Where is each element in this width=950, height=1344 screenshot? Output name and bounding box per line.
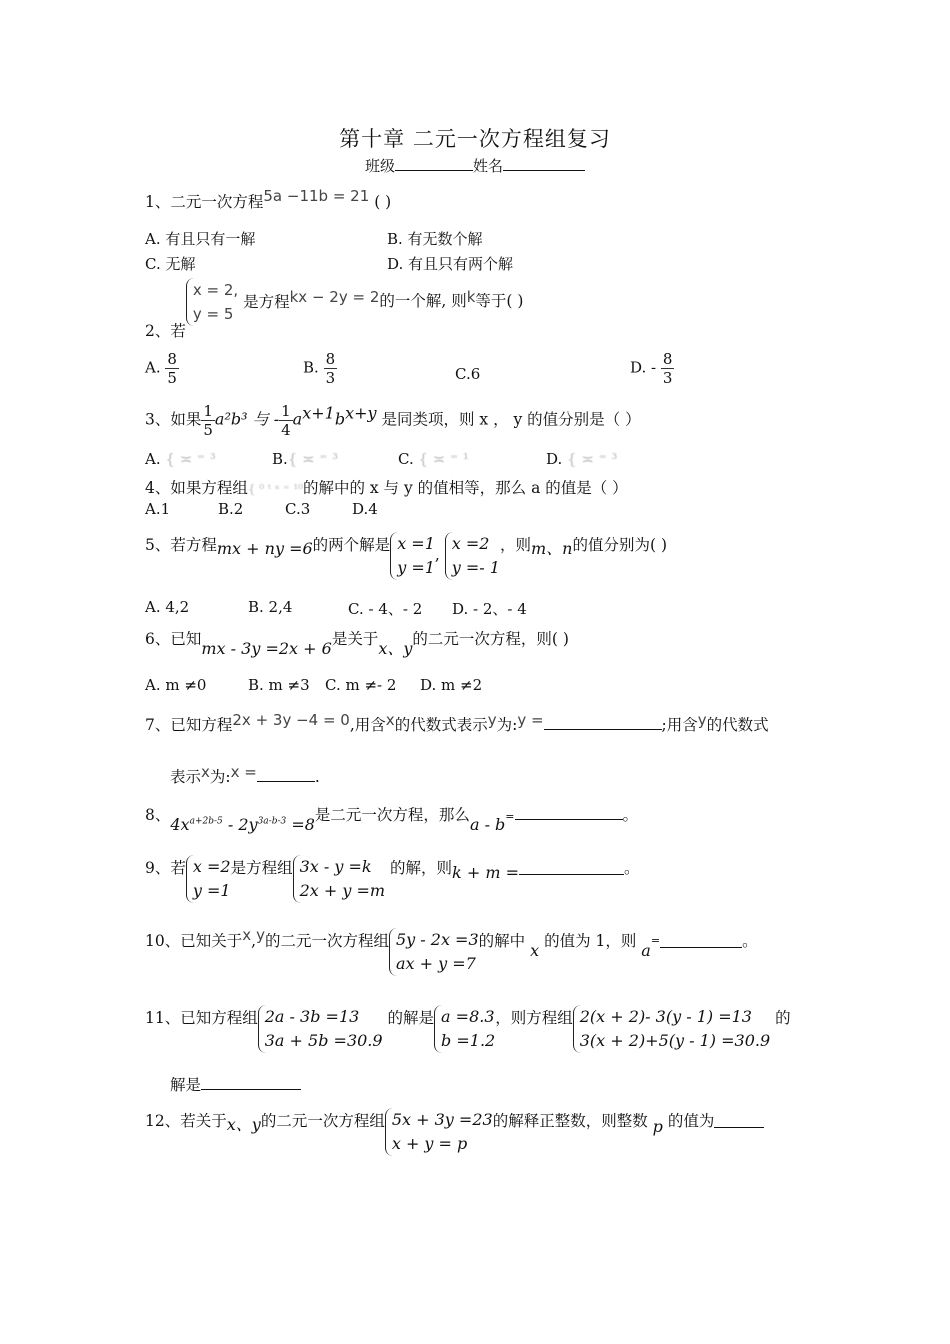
name-blank xyxy=(503,156,585,171)
q2-tail: 等于( ) xyxy=(475,292,524,310)
q2-pre: 2、若 xyxy=(145,322,186,340)
question-8: 8、$4x^{a+2b-5} - 2y^{3a-b-3} =8$是二元一次方程，那么a - b= 。 xyxy=(145,806,639,834)
question-9: 9、若 x =2 y =1 是方程组 3x - y =k 2x + y =m 的解，则k + m = 。 xyxy=(145,855,640,903)
question-3: 3、如果 $\frac{1}{5}$ a²b³ 与 - $\frac{1}{4}$ $a^{x+1}b^{x+y}$ 是同类项，则 x ， y 的值分别是（ ） xyxy=(145,402,641,439)
q6-option-d: D. m ≠2 xyxy=(420,676,483,694)
q4-option-a: A.1 xyxy=(145,500,171,518)
page-title: 第十章 二元一次方程组复习 xyxy=(339,127,611,151)
question-12: 12、若关于x、y的二元一次方程组 5x + 3y =23 x + y = p 的解释正整数，则整数 p 的值为 xyxy=(145,1108,764,1156)
q12-system: 5x + 3y =23 x + y = p xyxy=(385,1108,493,1156)
q1-option-c: C. 无解 xyxy=(145,255,196,273)
q4-option-b: B.2 xyxy=(218,500,244,518)
q11-solution: a =8.3 b =1.2 xyxy=(434,1005,495,1053)
q1-option-a: A. 有且只有一解 xyxy=(145,230,256,248)
q10-blank xyxy=(660,933,742,948)
q5-option-b: B. 2,4 xyxy=(248,598,293,616)
class-label: 班级 xyxy=(364,157,395,175)
q2-mid: 是方程 xyxy=(243,293,290,311)
question-10: 10、已知关于x,y的二元一次方程组 5y - 2x =3 ax + y =7 的解中 x 的值为 1，则 a= 。 xyxy=(145,928,758,976)
q1-option-d: D. 有且只有两个解 xyxy=(387,255,514,273)
q12-blank xyxy=(714,1113,764,1128)
q2-option-c: C.6 xyxy=(455,365,481,383)
question-4: 4、如果方程组{ ⁰ ᵗ ᵃ ⁼ ¹⁰的解中的 x 与 y 的值相等，那么 a 的值是（ ） xyxy=(145,479,628,497)
q2-post: 的一个解, 则 xyxy=(379,292,467,310)
q1-equation: 5a −11b = 21 xyxy=(263,187,370,205)
q9-system-1: x =2 y =1 xyxy=(186,855,231,903)
q2-equation: kx − 2y = 2 xyxy=(289,288,380,306)
q2-system: x = 2, y = 5 xyxy=(186,278,238,326)
q1-stem: 1、二元一次方程 xyxy=(145,193,264,211)
q7-blank-y xyxy=(544,715,662,730)
q3-option-c: C. { ≍ ⁼ ¹ xyxy=(398,450,469,468)
q4-option-d: D.4 xyxy=(352,500,378,518)
q11-system-1: 2a - 3b =13 3a + 5b =30.9 xyxy=(258,1005,383,1053)
q2-k: k xyxy=(466,288,476,306)
q2-option-d: D. - $\frac{8}{3}$ xyxy=(630,350,673,387)
q5-option-a: A. 4,2 xyxy=(145,598,190,616)
question-2 xyxy=(145,278,524,340)
q1-paren: ( ) xyxy=(374,193,392,211)
question-5: 5、若方程mx + ny =6的两个解是 x =1 y =1 , x =2 y =- 1 ，则m、n的值分别为( ) xyxy=(145,532,667,580)
q8-blank xyxy=(515,805,623,820)
q3-option-b: B.{ ≍ ⁼ ³ xyxy=(272,450,339,468)
q4-option-c: C.3 xyxy=(285,500,311,518)
q9-system-2: 3x - y =k 2x + y =m xyxy=(293,855,385,903)
question-1 xyxy=(145,187,392,212)
subtitle xyxy=(0,155,950,176)
q9-blank xyxy=(519,860,624,875)
question-11-line-2: 解是 xyxy=(170,1073,301,1095)
q11-blank xyxy=(201,1075,301,1090)
q3-option-d: D. { ≍ ⁼ ³ xyxy=(546,450,618,468)
q11-system-2: 2(x + 2)- 3(y - 1) =13 3(x + 2)+5(y - 1) =30.9 xyxy=(573,1005,770,1053)
question-7-line-2: 表示x为:x = . xyxy=(170,763,320,786)
q2-option-b: B. $\frac{8}{3}$ xyxy=(303,350,336,387)
q6-option-a: A. m ≠0 xyxy=(145,676,207,694)
class-blank xyxy=(395,156,473,171)
q10-system: 5y - 2x =3 ax + y =7 xyxy=(389,928,479,976)
question-6: 6、已知mx - 3y =2x + 6是关于x、y的二元一次方程，则( ) xyxy=(145,630,569,658)
q5-system-2: x =2 y =- 1 xyxy=(445,532,500,580)
q6-option-c: C. m ≠- 2 xyxy=(325,676,397,694)
question-7: 7、已知方程2x + 3y −4 = 0,用含x的代数式表示y为:y = ;用含y的代数式 xyxy=(145,711,769,734)
question-11: 11、已知方程组 2a - 3b =13 3a + 5b =30.9 的解是 a =8.3 b =1.2 ，则方程组 2(x + 2)- 3(y - 1) =13 3(x + 2)+5(y - 1) =30.9 的 xyxy=(145,1005,791,1053)
q7-blank-x xyxy=(257,767,315,782)
q2-option-a: A. $\frac{8}{5}$ xyxy=(145,350,177,387)
name-label: 姓名 xyxy=(473,157,504,175)
q5-option-d: D. - 2、- 4 xyxy=(452,600,527,618)
q1-option-b: B. 有无数个解 xyxy=(387,230,483,248)
q3-option-a: A. { ≍ ⁼ ³ xyxy=(145,450,216,468)
q5-system-1: x =1 y =1 xyxy=(390,532,435,580)
q5-option-c: C. - 4、- 2 xyxy=(348,600,423,618)
q6-option-b: B. m ≠3 xyxy=(248,676,310,694)
